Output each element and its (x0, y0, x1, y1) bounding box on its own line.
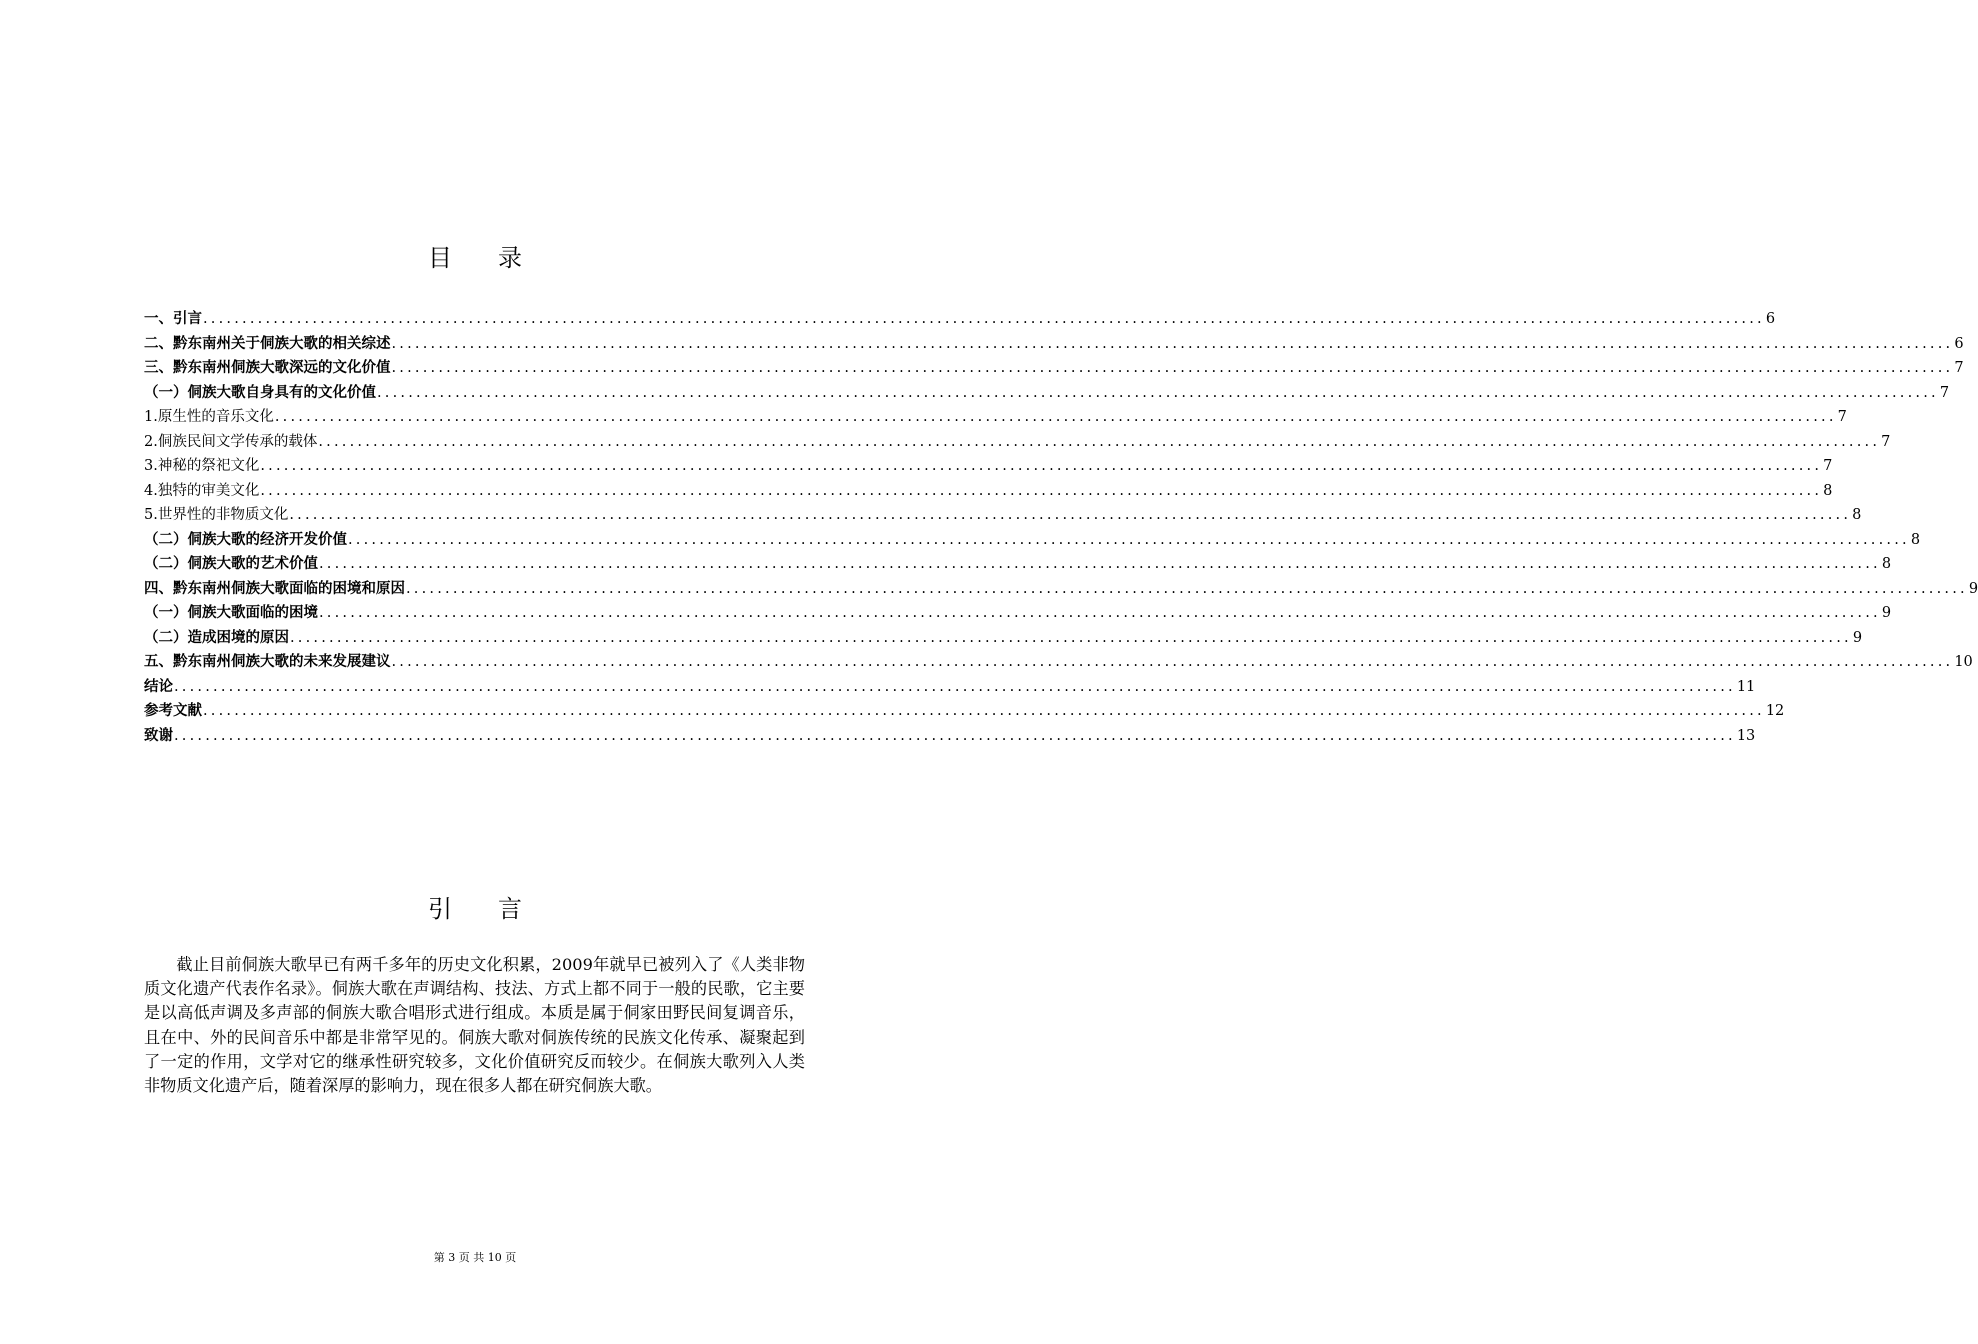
toc-dot-leader: ........................................................................................................................................................................................................ (260, 458, 1823, 474)
toc-entry-page-number: 7 (1939, 384, 1950, 401)
toc-entry[interactable] (144, 405, 1847, 430)
toc-entry-label: 致谢 (144, 727, 173, 744)
toc-entry-page-number: 11 (1736, 678, 1756, 695)
intro-paragraph: 截止目前侗族大歌早已有两千多年的历史文化积累，2009年就早已被列入了《人类非物质文化遗产代表作名录》。侗族大歌在声调结构、技法、方式上都不同于一般的民歌，它主要是以高低声调及多声部的侗族大歌合唱形式进行组成。本质是属于侗家田野民间复调音乐，且在中、外的民间音乐中都是非常罕见的。侗族大歌对侗族传统的民族文化传承、凝聚起到了一定的作用，文学对它的继承性研究较多，文化价值研究反而较少。在侗族大歌列入人类非物质文化遗产后，随着深厚的影响力，现在很多人都在研究侗族大歌。 (144, 955, 805, 1096)
toc-entry-label: （一）侗族大歌自身具有的文化价值 (144, 384, 376, 401)
toc-dot-leader: ........................................................................................................................................................................................................ (203, 703, 1765, 719)
toc-entry-label: 4.独特的审美文化 (144, 482, 260, 499)
toc-entry-page-number: 8 (1881, 556, 1892, 572)
toc-entry[interactable] (144, 381, 1950, 406)
toc-entry-label: 1.原生性的音乐文化 (144, 409, 274, 425)
toc-entry-label: （一）侗族大歌面临的困境 (144, 605, 318, 621)
toc-entry[interactable] (144, 503, 1862, 528)
table-of-contents (144, 307, 1978, 748)
page-footer: 第 3 页 共 10 页 (433, 1251, 517, 1264)
toc-dot-leader: ........................................................................................................................................................................................................ (406, 580, 1968, 597)
toc-dot-leader: ........................................................................................................................................................................................................ (319, 605, 1881, 621)
toc-dot-leader: ........................................................................................................................................................................................................ (290, 629, 1852, 646)
toc-entry-page-number: 9 (1881, 605, 1892, 621)
toc-entry[interactable] (144, 601, 1892, 626)
toc-entry-label: （二）侗族大歌的经济开发价值 (144, 531, 347, 548)
toc-dot-leader: ........................................................................................................................................................................................................ (174, 678, 1736, 695)
toc-entry-page-number: 7 (1954, 360, 1964, 376)
toc-dot-leader: ........................................................................................................................................................................................................ (377, 384, 1939, 401)
toc-entry[interactable] (144, 577, 1978, 602)
toc-entry-page-number: 9 (1968, 580, 1978, 597)
toc-entry[interactable] (144, 479, 1833, 504)
toc-entry-label: 3.神秘的祭祀文化 (144, 458, 260, 474)
toc-dot-leader: ........................................................................................................................................................................................................ (174, 727, 1736, 744)
toc-entry-page-number: 7 (1837, 409, 1847, 425)
toc-entry-label: 一、引言 (144, 311, 202, 327)
toc-dot-leader: ........................................................................................................................................................................................................ (203, 311, 1765, 327)
toc-entry-page-number: 7 (1881, 433, 1891, 450)
toc-entry[interactable] (144, 356, 1964, 381)
toc-entry[interactable] (144, 454, 1833, 479)
toc-dot-leader: ........................................................................................................................................................................................................ (391, 360, 1954, 376)
toc-entry-label: 参考文献 (144, 703, 202, 719)
toc-dot-leader: ........................................................................................................................................................................................................ (348, 531, 1910, 548)
toc-entry-page-number: 10 (1954, 654, 1973, 670)
toc-entry-page-number: 13 (1736, 727, 1756, 744)
toc-entry-label: 二、黔东南州关于侗族大歌的相关综述 (144, 335, 391, 352)
toc-entry-label: 5.世界性的非物质文化 (144, 507, 289, 523)
toc-entry[interactable] (144, 650, 1973, 675)
toc-dot-leader: ........................................................................................................................................................................................................ (319, 556, 1881, 572)
toc-entry[interactable] (144, 307, 1776, 332)
toc-title-right: 录 (498, 244, 522, 272)
toc-entry-page-number: 7 (1823, 458, 1833, 474)
toc-entry-label: （二）造成困境的原因 (144, 629, 289, 646)
toc-dot-leader: ........................................................................................................................................................................................................ (289, 507, 1852, 523)
toc-entry[interactable] (144, 699, 1785, 724)
toc-title-left: 目 (428, 244, 452, 272)
toc-entry-page-number: 12 (1765, 703, 1785, 719)
toc-entry-label: 结论 (144, 678, 173, 695)
section-title-left: 引 (428, 895, 452, 923)
toc-dot-leader: ........................................................................................................................................................................................................ (274, 409, 1837, 425)
toc-entry[interactable] (144, 724, 1756, 749)
toc-entry-page-number: 8 (1852, 507, 1862, 523)
toc-entry-label: （二）侗族大歌的艺术价值 (144, 556, 318, 572)
toc-entry-label: 2.侗族民间文学传承的载体 (144, 433, 318, 450)
toc-entry-page-number: 6 (1954, 335, 1964, 352)
toc-entry-page-number: 9 (1852, 629, 1863, 646)
toc-dot-leader: ........................................................................................................................................................................................................ (318, 433, 1881, 450)
toc-entry[interactable] (144, 332, 1964, 357)
toc-entry-label: 四、黔东南州侗族大歌面临的困境和原因 (144, 580, 405, 597)
toc-dot-leader: ........................................................................................................................................................................................................ (260, 482, 1823, 499)
toc-entry-page-number: 8 (1910, 531, 1921, 548)
toc-entry[interactable] (144, 675, 1756, 700)
toc-dot-leader: ........................................................................................................................................................................................................ (391, 654, 1954, 670)
toc-entry[interactable] (144, 552, 1892, 577)
section-title-right: 言 (498, 895, 522, 923)
toc-entry[interactable] (144, 430, 1891, 455)
section-title (0, 889, 950, 924)
toc-entry-page-number: 8 (1823, 482, 1833, 499)
toc-entry-page-number: 6 (1765, 311, 1776, 327)
toc-dot-leader: ........................................................................................................................................................................................................ (391, 335, 1954, 352)
toc-title (0, 238, 950, 273)
toc-entry[interactable] (144, 626, 1863, 651)
toc-entry-label: 三、黔东南州侗族大歌深远的文化价值 (144, 360, 391, 376)
toc-entry[interactable] (144, 528, 1921, 553)
toc-entry-label: 五、黔东南州侗族大歌的未来发展建议 (144, 654, 391, 670)
